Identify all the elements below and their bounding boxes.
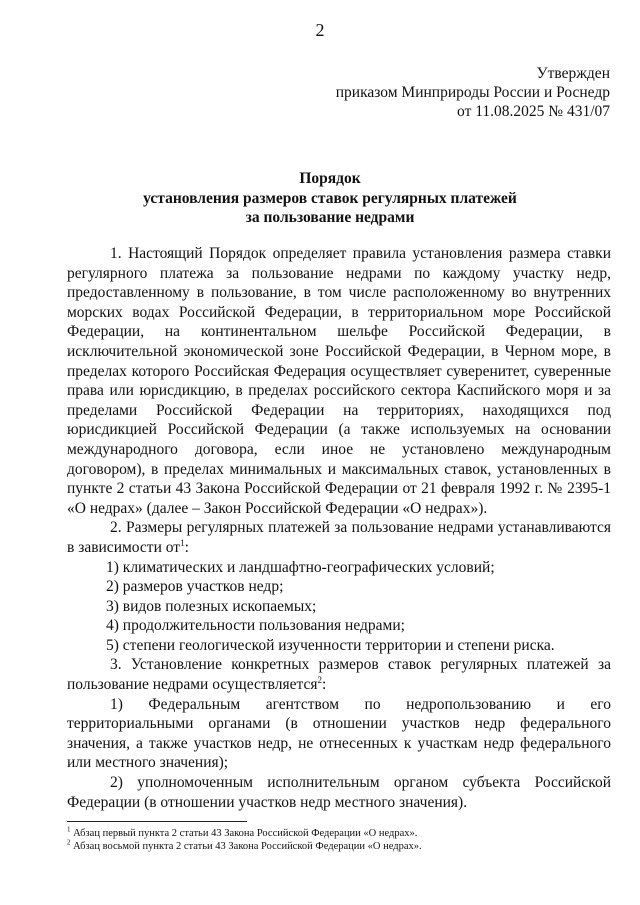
footnotes [67, 827, 612, 853]
list-item: 4) продолжительности пользования недрами; [106, 617, 405, 635]
paragraph-3 [67, 655, 611, 694]
list-item: 1) климатических и ландшафтно-географических условий; [106, 558, 495, 576]
page-number: 2 [315, 20, 325, 40]
paragraph-2-text: 2. Размеры регулярных платежей за пользование недрами устанавливаются в зависимости от [67, 519, 611, 556]
footnote-2 [67, 840, 612, 853]
list-item: 5) степени геологической изученности территории и степени риска. [106, 636, 555, 654]
document-body [67, 244, 611, 812]
approval-stamp [336, 64, 610, 121]
footnote-mark: 1 [67, 825, 71, 834]
paragraph-3-text: 3. Установление конкретных размеров ставок регулярных платежей за пользование недрами осуществляется [67, 656, 611, 694]
approval-line: Утвержден [536, 65, 610, 82]
paragraph-3-colon: : [321, 676, 327, 694]
title-line: установления размеров ставок регулярных платежей [143, 189, 517, 207]
paragraph-1: 1. Настоящий Порядок определяет правила установления размера ставки регулярного платежа за пользование недрами по каждому участку недр, предоставленному в пользование, в том числе расположенному во внутренних морских водах Российской Федерации, в территориальном море Российской Федерации, на континентальном шельфе Российской Федерации, в исключительной экономической зоне Российской Федерации, в Черном море, в пределах которого Российская Федерация осуществляет суверенитет, суверенные права или юрисдикцию, в пределах российского сектора Каспийского моря и за пределами Российской Федерации на территориях, находящихся под юрисдикцией Российской Федерации (а также используемых на основании международного договора, если иное не установлено международным договором), в пределах минимальных и максимальных ставок, установленных в пункте 2 статьи 43 Закона Российской Федерации от 21 февраля 1992 г. № 2395-1 «О недрах» (далее – Закон Российской Федерации «О недрах»). [67, 245, 611, 517]
document-title [0, 169, 640, 228]
list-item: 1) Федеральным агентством по недропользованию и его территориальными органами (в отношении участков недр федерального значения, а также участков недр, не отнесенных к участкам недр федерального или местного значения); [67, 695, 611, 772]
list-item: 2) уполномоченным исполнительным органом субъекта Российской Федерации (в отношении участков недр местного значения). [67, 774, 611, 811]
title-line: Порядок [299, 170, 361, 187]
footnote-ref-1: 1 [180, 537, 185, 548]
approval-line: от 11.08.2025 № 431/07 [457, 103, 610, 120]
title-line: за пользование недрами [245, 209, 415, 226]
footnote-ref-2: 2 [317, 674, 322, 685]
footnote-text: Абзац восьмой пункта 2 статьи 43 Закона Российской Федерации «О недрах». [70, 841, 422, 852]
paragraph-2-colon: : [184, 538, 189, 556]
list-item: 2) размеров участков недр; [106, 578, 284, 596]
footnote-separator [67, 821, 247, 822]
approval-line: приказом Минприроды России и Роснедр [335, 84, 610, 101]
footnote-text: Абзац первый пункта 2 статьи 43 Закона Российской Федерации «О недрах». [70, 828, 418, 839]
list-item: 3) видов полезных ископаемых; [106, 597, 317, 615]
footnote-1 [67, 827, 612, 840]
paragraph-2 [67, 518, 611, 557]
footnote-mark: 2 [67, 838, 71, 847]
